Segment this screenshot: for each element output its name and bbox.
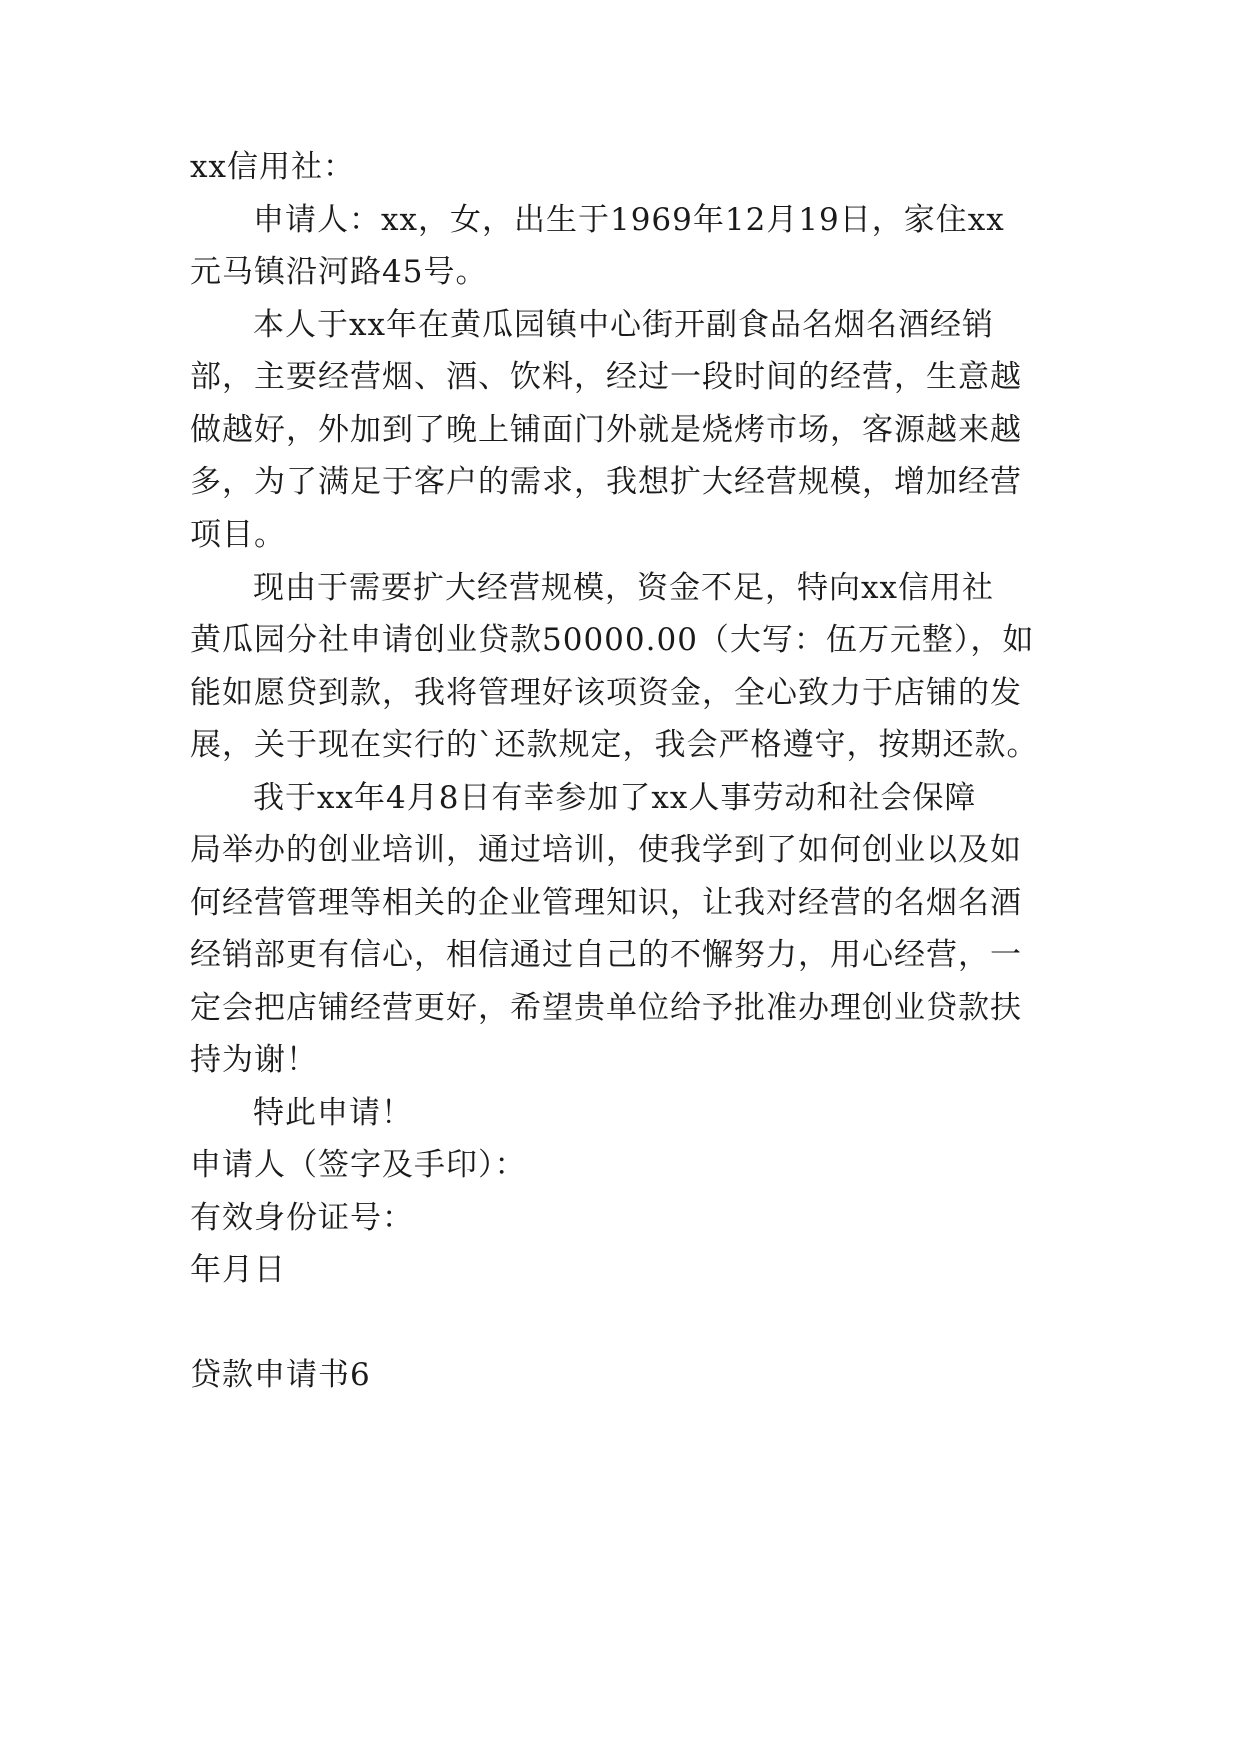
paragraph-line: 我于xx年4月8日有幸参加了xx人事劳动和社会保障 (253, 780, 977, 816)
paragraph-line: 能如愿贷到款，我将管理好该项资金，全心致力于店铺的发 (190, 675, 1022, 711)
date-label: 年月日 (190, 1252, 286, 1288)
id-number-label: 有效身份证号： (190, 1200, 414, 1236)
paragraph-line: 定会把店铺经营更好，希望贵单位给予批准办理创业贷款扶 (190, 990, 1022, 1026)
paragraph-line: 持为谢！ (190, 1042, 318, 1078)
paragraph-line: 元马镇沿河路45号。 (190, 254, 488, 290)
paragraph-line: 展，关于现在实行的`还款规定，我会严格遵守，按期还款。 (190, 727, 1039, 763)
next-section-heading: 贷款申请书6 (190, 1357, 371, 1393)
paragraph-line: 本人于xx年在黄瓜园镇中心街开副食品名烟名酒经销 (253, 307, 994, 343)
paragraph-line: 多，为了满足于客户的需求，我想扩大经营规模，增加经营 (190, 464, 1022, 500)
paragraph-line: 局举办的创业培训，通过培训，使我学到了如何创业以及如 (190, 832, 1022, 868)
signature-label: 申请人（签字及手印）： (190, 1147, 527, 1183)
paragraph-line: 现由于需要扩大经营规模，资金不足，特向xx信用社 (253, 570, 994, 606)
paragraph-line: 部，主要经营烟、酒、饮料，经过一段时间的经营，生意越 (190, 359, 1022, 395)
paragraph-line: 经销部更有信心，相信通过自己的不懈努力，用心经营，一 (190, 937, 1022, 973)
paragraph-line: 项目。 (190, 517, 286, 553)
paragraph-line: 申请人：xx，女，出生于1969年12月19日，家住xx (253, 202, 1005, 238)
salutation: xx信用社： (190, 149, 355, 185)
paragraph-line: 何经营管理等相关的企业管理知识，让我对经营的名烟名酒 (190, 885, 1022, 921)
paragraph-line: 黄瓜园分社申请创业贷款50000.00（大写：伍万元整），如 (190, 622, 1035, 658)
paragraph-line: 做越好，外加到了晚上铺面门外就是烧烤市场，客源越来越 (190, 412, 1022, 448)
closing-line: 特此申请！ (253, 1095, 413, 1131)
